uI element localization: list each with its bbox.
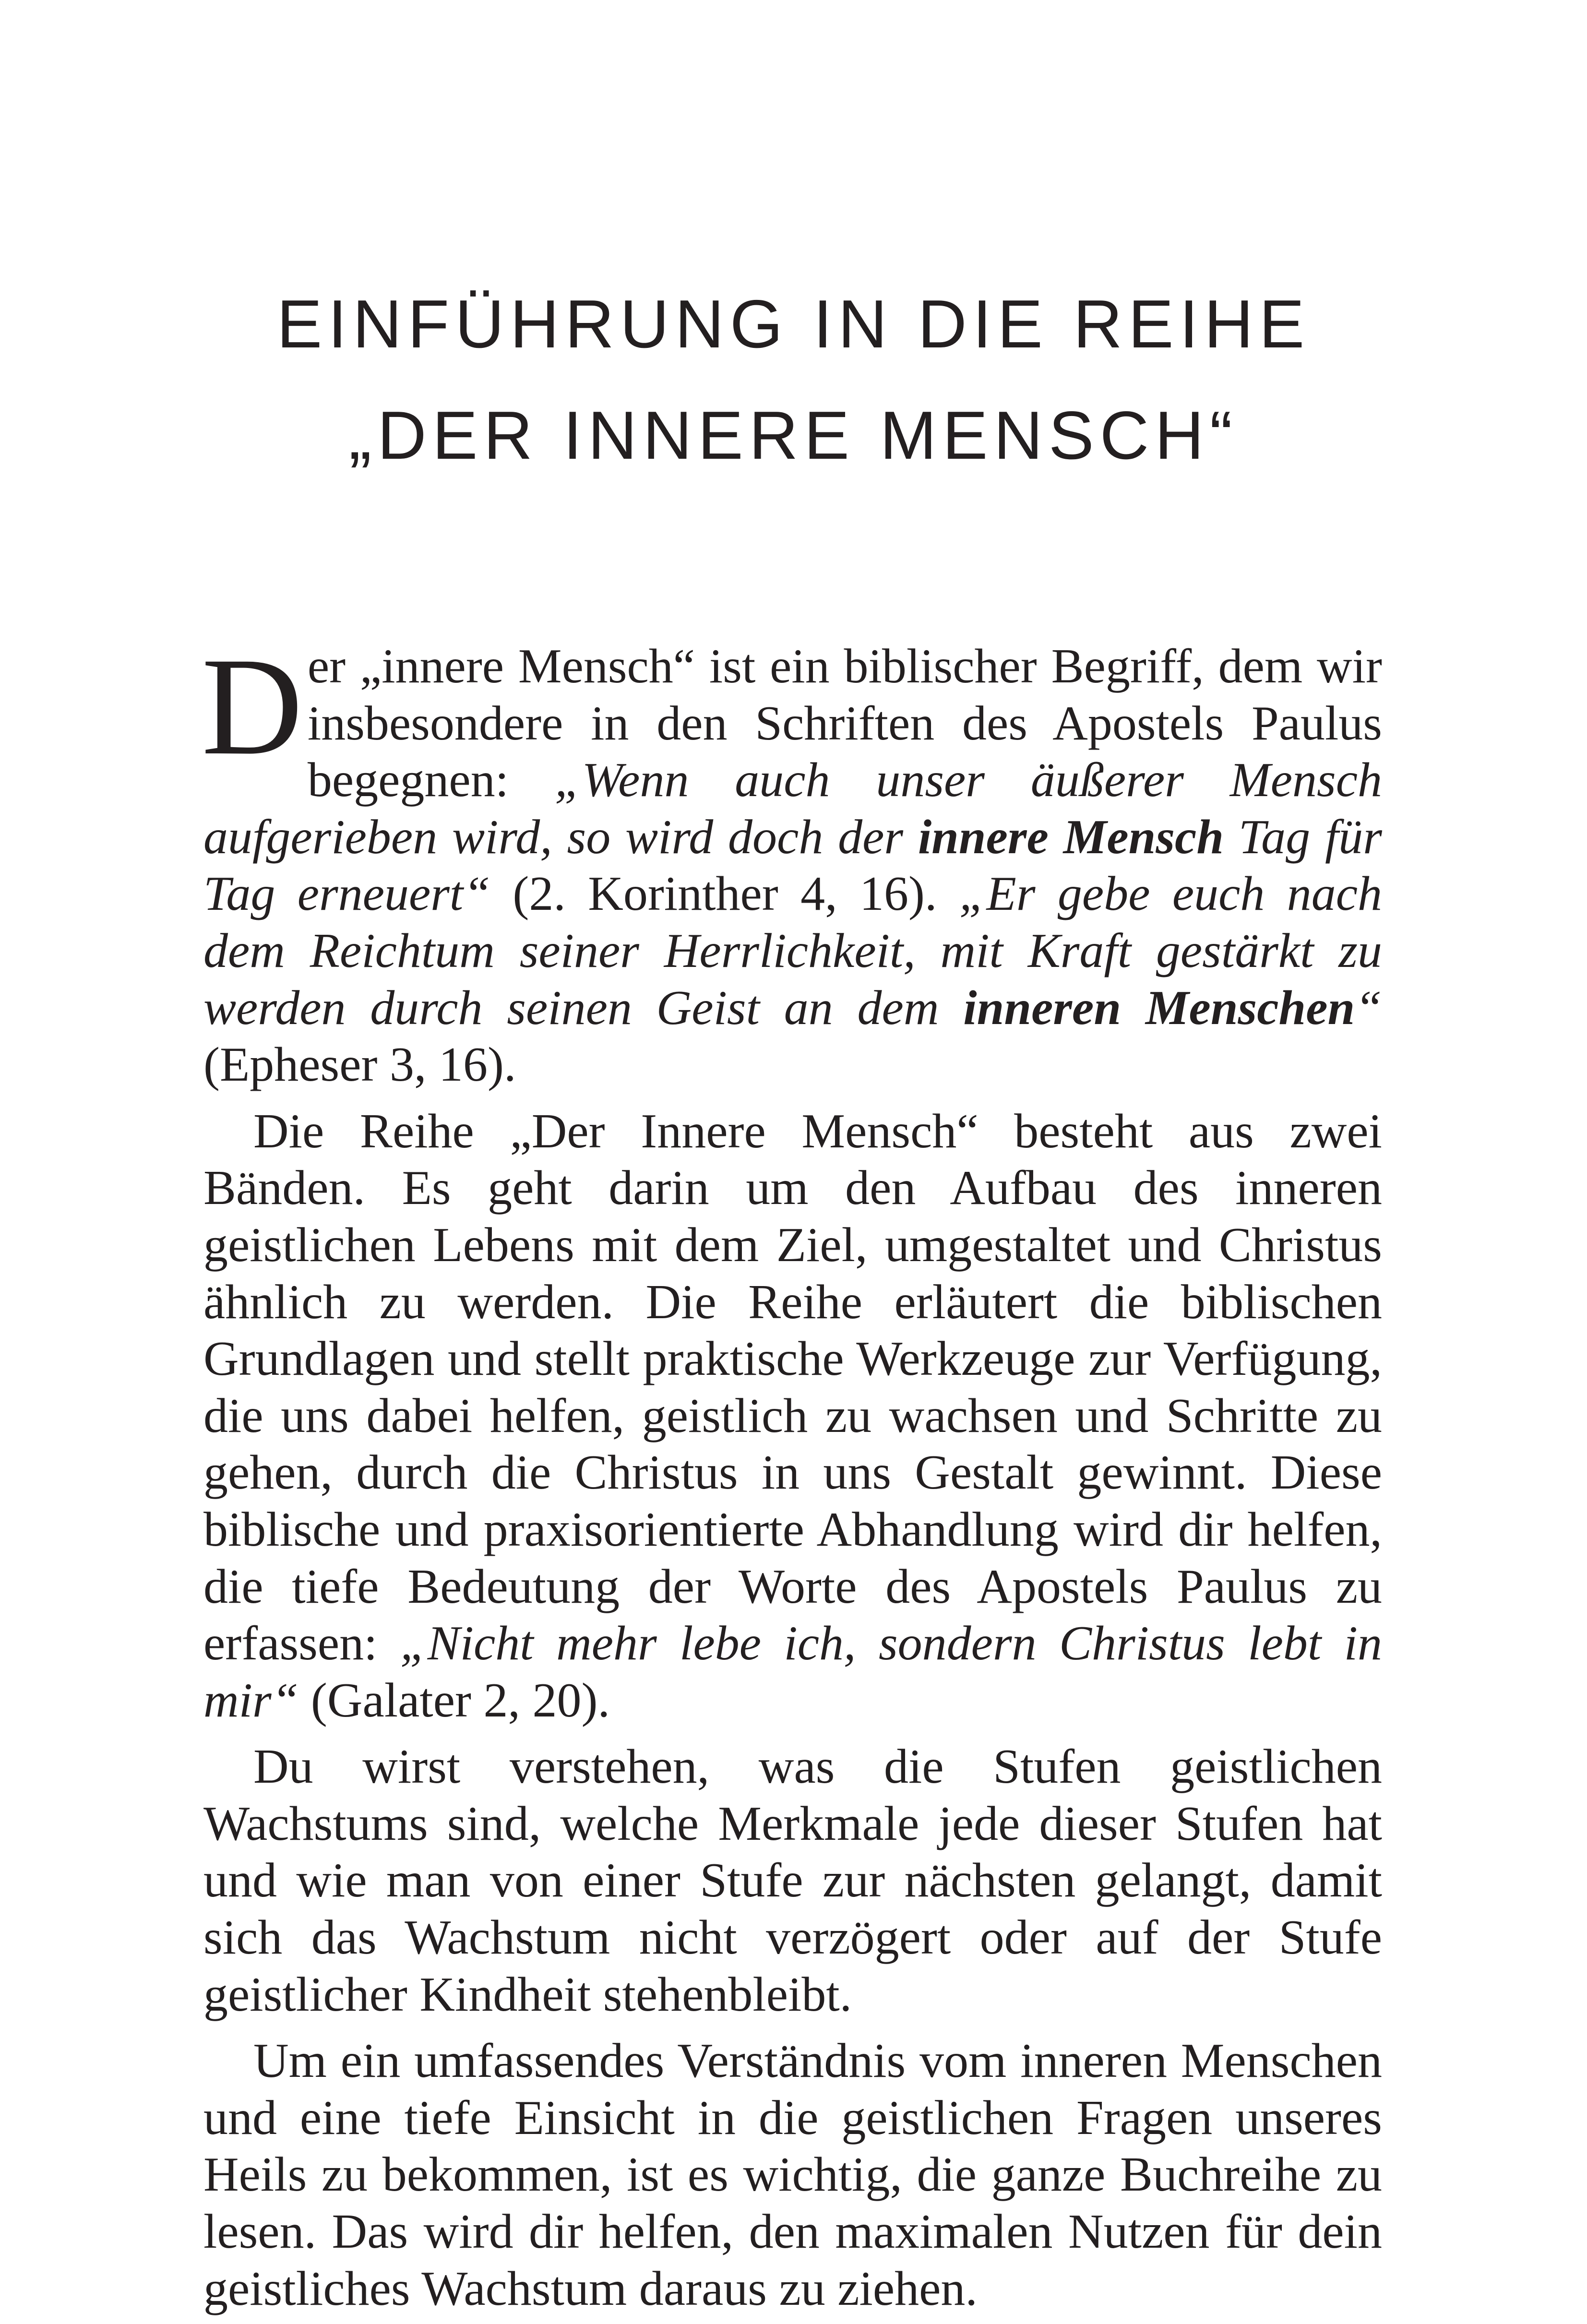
body-text (202, 629, 1383, 2317)
quote-1-emphasis: innere Mensch (918, 810, 1224, 864)
paragraph-1 (202, 629, 1383, 1094)
paragraph-2-text: Die Reihe „Der Innere Mensch“ besteht aus zwei Bänden. Es geht darin um den Aufbau des inneren geistlichen Lebens mit dem Ziel, umgestaltet und Christus ähnlich zu werden. Die Reihe erläutert die biblischen Grundlagen und stellt praktische Werkzeuge zur Verfügung, die uns dabei helfen, geistlich zu wachsen und Schritte zu gehen, durch die Christus in uns Gestalt gewinnt. Diese biblische und praxisorientierte Abhandlung wird dir helfen, die tiefe Bedeutung der Worte des Apostels Paulus zu erfassen: (203, 1104, 1382, 1671)
reference-2-corinthians: (2. Korinther 4, 16). (490, 867, 959, 921)
quote-1-end: Tag für Tag erneuert“ (203, 810, 1382, 921)
title-line-2: „DER INNERE MENSCH“ (348, 397, 1239, 474)
quote-2-end: “ (1355, 980, 1382, 1035)
quote-2-start: „Er gebe euch nach dem Reichtum seiner Herrlichkeit, mit Kraft gestärkt zu werden durch seinen Geist an dem (203, 867, 1383, 1035)
paragraph-1-intro: er „innere Mensch“ ist ein biblischer Begriff, dem wir insbesondere in den Schriften des Apostels Paulus begegnen: (307, 639, 1382, 808)
paragraph-2 (203, 1103, 1382, 1729)
quote-galatians: „Nicht mehr lebe ich, sondern Christus lebt in mir“ (203, 1616, 1383, 1728)
title-line-1: EINFÜHRUNG IN DIE REIHE (276, 286, 1311, 362)
quote-2-emphasis: inneren Menschen (963, 980, 1355, 1035)
page-title (0, 269, 1587, 491)
quote-1-start: „Wenn auch unser äußerer Mensch aufgerieben wird, so wird doch der (203, 753, 1382, 864)
reference-ephesians: (Epheser 3, 16). (203, 1037, 516, 1092)
paragraph-4: Um ein umfassendes Verständnis vom inneren Menschen und eine tiefe Einsicht in die geistlichen Fragen unseres Heils zu bekommen, ist es wichtig, die ganze Buchreihe zu lesen. Das wird dir helfen, den maximalen Nutzen für dein geistliches Wachstum daraus zu ziehen. (203, 2034, 1382, 2316)
paragraph-3: Du wirst verstehen, was die Stufen geistlichen Wachstums sind, welche Merkmale jede dieser Stufen hat und wie man von einer Stufe zur nächsten gelangt, damit sich das Wachstum nicht verzögert oder auf der Stufe geistlicher Kindheit stehenbleibt. (203, 1740, 1382, 2022)
drop-cap: D (202, 629, 303, 784)
reference-galatians: (Galater 2, 20). (298, 1673, 610, 1728)
